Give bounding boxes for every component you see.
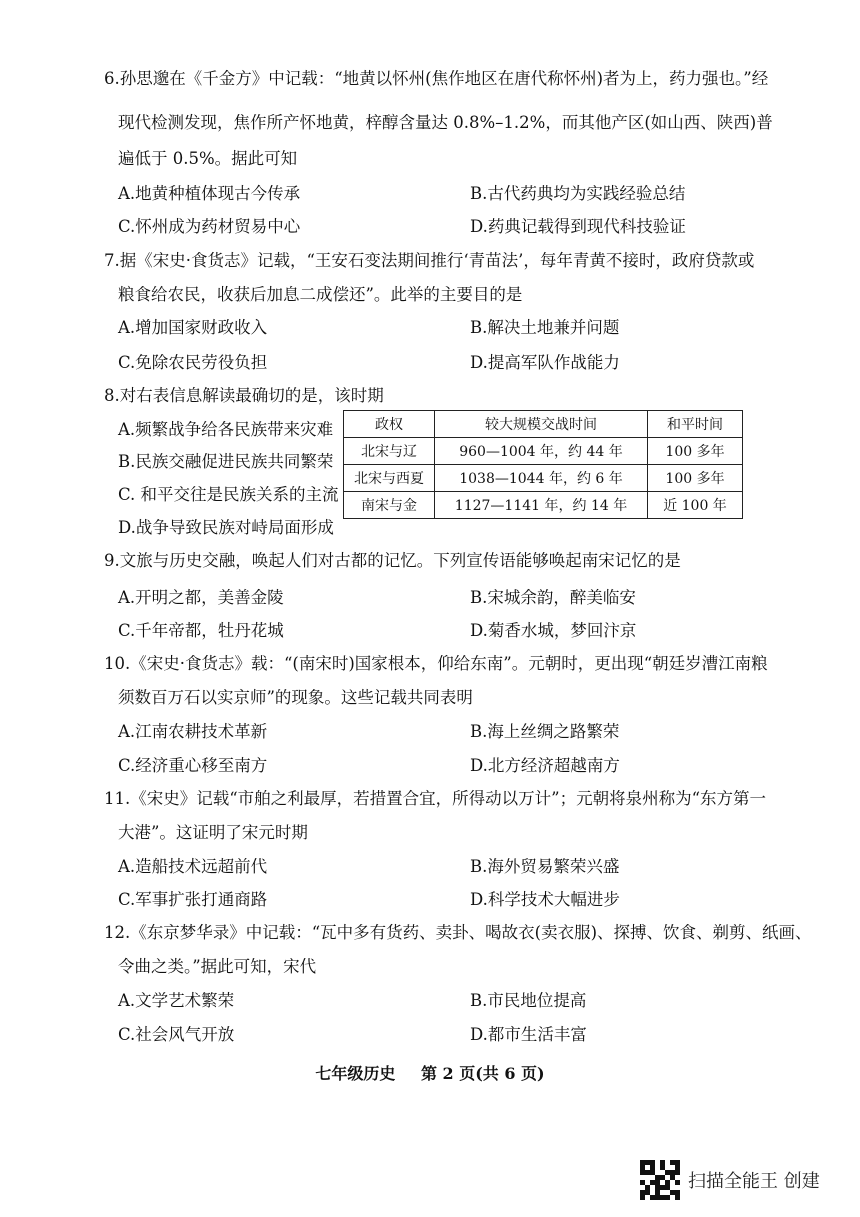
table-row (344, 465, 743, 492)
question-6-option-c: C.怀州成为药材贸易中心 (118, 217, 301, 236)
table-header-war-time: 较大规模交战时间 (435, 411, 648, 438)
question-11-option-c: C.军事扩张打通商路 (118, 890, 268, 909)
table-cell: 960—1004 年，约 44 年 (435, 438, 648, 465)
question-9-option-b: B.宋城余韵，醉美临安 (470, 588, 636, 607)
question-7-option-d: D.提高军队作战能力 (470, 353, 620, 372)
question-7-option-a: A.增加国家财政收入 (118, 318, 268, 337)
question-10-line-1: 10.《宋史·食货志》载：“(南宋时)国家根本，仰给东南”。元朝时，更出现“朝廷岁漕江南粮 (104, 654, 768, 673)
footer-page-number: 第 2 页(共 6 页) (420, 1064, 545, 1083)
table-row (344, 438, 743, 465)
question-8-option-c: C. 和平交往是民族关系的主流 (118, 485, 339, 504)
table-cell: 近 100 年 (648, 492, 743, 519)
question-10-option-c: C.经济重心移至南方 (118, 756, 268, 775)
question-10-option-d: D.北方经济超越南方 (470, 756, 620, 775)
question-10-line-2: 须数百万石以实京师”的现象。这些记载共同表明 (118, 688, 473, 707)
question-9-option-a: A.开明之都，美善金陵 (118, 588, 284, 607)
question-11-option-a: A.造船技术远超前代 (118, 857, 268, 876)
table-cell: 100 多年 (648, 465, 743, 492)
question-7-option-c: C.免除农民劳役负担 (118, 353, 268, 372)
question-12-line-1: 12.《东京梦华录》中记载：“瓦中多有货药、卖卦、喝故衣(卖衣服)、探搏、饮食、剃剪、纸画、 (104, 923, 812, 942)
question-11-option-b: B.海外贸易繁荣兴盛 (470, 857, 620, 876)
scanner-watermark (640, 1160, 820, 1200)
war-peace-table (343, 410, 743, 519)
question-10-option-a: A.江南农耕技术革新 (118, 722, 268, 741)
table-cell: 1127—1141 年，约 14 年 (435, 492, 648, 519)
question-7-option-b: B.解决土地兼并问题 (470, 318, 620, 337)
table-cell: 南宋与金 (344, 492, 435, 519)
question-9-option-c: C.千年帝都，牡丹花城 (118, 621, 284, 640)
page-footer (0, 1061, 860, 1084)
question-6-line-3: 遍低于 0.5%。据此可知 (118, 149, 298, 168)
question-6-option-a: A.地黄种植体现古今传承 (118, 184, 301, 203)
table-header-peace-time: 和平时间 (648, 411, 743, 438)
question-9-line-1: 9.文旅与历史交融，唤起人们对古都的记忆。下列宣传语能够唤起南宋记忆的是 (104, 551, 681, 570)
scanner-watermark-text: 扫描全能王 创建 (688, 1171, 820, 1192)
question-9-option-d: D.菊香水城，梦回汴京 (470, 621, 637, 640)
question-12-option-c: C.社会风气开放 (118, 1025, 235, 1044)
question-8-option-a: A.频繁战争给各民族带来灾难 (118, 420, 334, 439)
footer-subject: 七年级历史 (315, 1064, 396, 1083)
question-7-line-2: 粮食给农民，收获后加息二成偿还”。此举的主要目的是 (118, 285, 523, 304)
question-12-option-b: B.市民地位提高 (470, 991, 587, 1010)
question-6-option-d: D.药典记载得到现代科技验证 (470, 217, 686, 236)
table-header-regime: 政权 (344, 411, 435, 438)
table-cell: 1038—1044 年，约 6 年 (435, 465, 648, 492)
question-6-option-b: B.古代药典均为实践经验总结 (470, 184, 686, 203)
question-6-line-1: 6.孙思邈在《千金方》中记载：“地黄以怀州(焦作地区在唐代称怀州)者为上，药力强也。”经 (104, 69, 769, 88)
question-7-line-1: 7.据《宋史·食货志》记载，“王安石变法期间推行‘青苗法’，每年青黄不接时，政府贷款或 (104, 251, 755, 270)
question-6-line-2: 现代检测发现，焦作所产怀地黄，梓醇含量达 0.8%–1.2%，而其他产区(如山西、陕西)普 (118, 113, 773, 132)
question-12-option-a: A.文学艺术繁荣 (118, 991, 235, 1010)
question-11-line-1: 11.《宋史》记载“市舶之利最厚，若措置合宜，所得动以万计”；元朝将泉州称为“东方第一 (104, 789, 767, 808)
question-8-line-1: 8.对右表信息解读最确切的是，该时期 (104, 386, 384, 405)
question-12-option-d: D.都市生活丰富 (470, 1025, 587, 1044)
question-8-option-d: D.战争导致民族对峙局面形成 (118, 518, 334, 537)
question-10-option-b: B.海上丝绸之路繁荣 (470, 722, 620, 741)
table-cell: 北宋与辽 (344, 438, 435, 465)
qr-code-icon (640, 1160, 680, 1200)
question-11-line-2: 大港”。这证明了宋元时期 (118, 823, 308, 842)
table-row (344, 492, 743, 519)
question-8-option-b: B.民族交融促进民族共同繁荣 (118, 452, 334, 471)
question-11-option-d: D.科学技术大幅进步 (470, 890, 620, 909)
table-cell: 北宋与西夏 (344, 465, 435, 492)
question-12-line-2: 令曲之类。”据此可知，宋代 (118, 957, 317, 976)
table-cell: 100 多年 (648, 438, 743, 465)
